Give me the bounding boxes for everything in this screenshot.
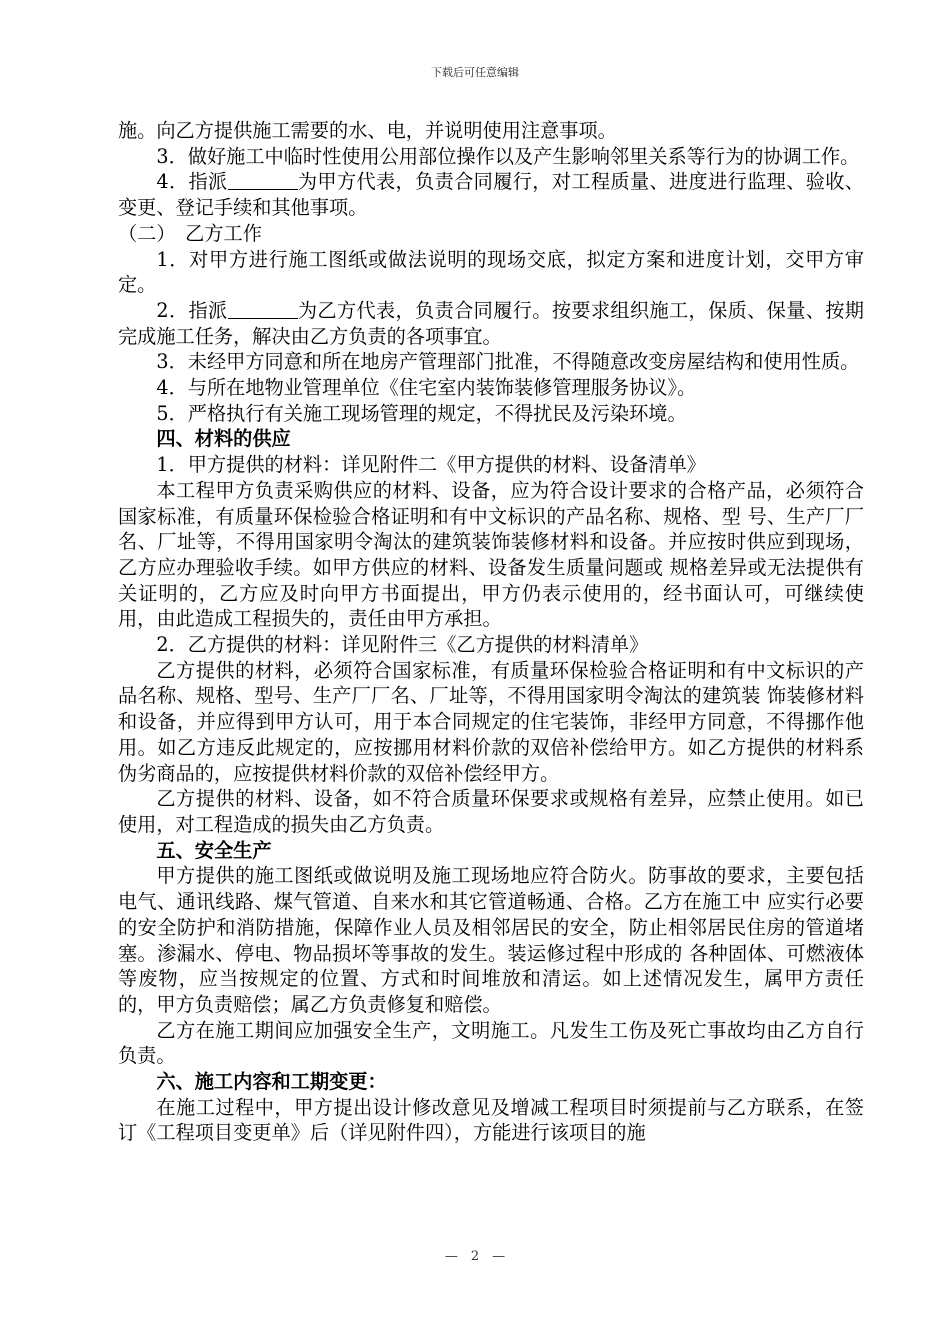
paragraph: 乙方提供的材料，必须符合国家标准，有质量环保检验合格证明和有中文标识的产品名称、规格、型号、生产厂厂名、厂址等，不得用国家明令淘汰的建筑装 饰装修材料和设备，并应得到甲方认可，用于本合同规定的住宅装饰，非经甲方同意，不得挪作他用。如乙方违反此规定的，应按挪用材料价款的双倍补偿给甲方。如乙方提供的材料系伪劣商品的，应按提供材料价款的双倍补偿经甲方。 [118, 658, 864, 785]
paragraph: 3．做好施工中临时性使用公用部位操作以及产生影响邻里关系等行为的协调工作。 [156, 144, 860, 168]
paragraph-lead: 2．指派 [156, 298, 228, 322]
fill-in-blank [228, 171, 298, 190]
paragraph: 3．未经甲方同意和所在地房产管理部门批准，不得随意改变房屋结构和使用性质。 [156, 350, 860, 374]
section-heading: 五、安全生产 [156, 838, 272, 862]
section-heading: 四、材料的供应 [156, 427, 291, 451]
paragraph: 施。向乙方提供施工需要的水、电，并说明使用注意事项。 [118, 119, 617, 142]
page-header: 下载后可任意编辑 [431, 66, 519, 79]
paragraph: 2．乙方提供的材料：详见附件三《乙方提供的材料清单》 [156, 633, 649, 657]
paragraph: 5．严格执行有关施工现场管理的规定，不得扰民及污染环境。 [156, 401, 687, 425]
paragraph-lead: 4．指派 [156, 170, 228, 194]
paragraph [118, 169, 864, 220]
paragraph: 本工程甲方负责采购供应的材料、设备，应为符合设计要求的合格产品，必须符合国家标准，有质量环保检验合格证明和有中文标识的产品名称、规格、型 号、生产厂厂名、厂址等，不得用国家明令淘汰的建筑装饰装修材料和设备。并应按时供应到现场，乙方应办理验收手续。如甲方供应的材料、设备发生质量问题或 规格差异或无法提供有关证明的，乙方应及时向甲方书面提出，甲方仍表示使用的，经书面认可，可继续使用，由此造成工程损失的，责任由甲方承担。 [118, 478, 864, 631]
paragraph: 乙方在施工期间应加强安全生产，文明施工。凡发生工伤及死亡事故均由乙方自行负责。 [118, 1018, 864, 1068]
paragraph: 1．对甲方进行施工图纸或做法说明的现场交底，拟定方案和进度计划，交甲方审定。 [118, 247, 864, 297]
fill-in-blank [228, 300, 298, 319]
subsection-heading: （二） 乙方工作 [118, 221, 262, 245]
paragraph: 1．甲方提供的材料：详见附件二《甲方提供的材料、设备清单》 [156, 453, 706, 477]
document-body [118, 118, 864, 1146]
paragraph: 乙方提供的材料、设备，如不符合质量环保要求或规格有差异，应禁止使用。如已使用，对工程造成的损失由乙方负责。 [118, 787, 864, 836]
paragraph-rest: 为乙方代表，负责合同履行。按要求组织施工，保质、保量、按期完成施工任务，解决由乙方负责的各项事宜。 [118, 298, 864, 348]
paragraph-rest: 为甲方代表，负责合同履行，对工程质量、进度进行监理、验收、变更、登记手续和其他事项。 [118, 170, 864, 220]
paragraph [118, 298, 864, 349]
paragraph: 甲方提供的施工图纸或做说明及施工现场地应符合防火。防事故的要求，主要包括电气、通讯线路、煤气管道、自来水和其它管道畅通、合格。乙方在施工中 应实行必要的安全防护和消防措施，保障作业人员及相邻居民的安全，防止相邻居民住房的管道堵塞。渗漏水、停电、物品损坏等事故的发生。装运修过程中形成的 各种固体、可燃液体等废物，应当按规定的位置、方式和时间堆放和清运。如上述情况发生，属甲方责任的，甲方负责赔偿；属乙方负责修复和赔偿。 [118, 864, 864, 1016]
paragraph: 在施工过程中，甲方提出设计修改意见及增减工程项目时须提前与乙方联系，在签订《工程项目变更单》后（详见附件四），方能进行该项目的施 [118, 1095, 864, 1145]
section-heading: 六、施工内容和工期变更： [156, 1070, 387, 1094]
paragraph: 4．与所在地物业管理单位《住宅室内装饰装修管理服务协议》。 [156, 376, 697, 400]
page-number: — 2 — [444, 1249, 506, 1264]
